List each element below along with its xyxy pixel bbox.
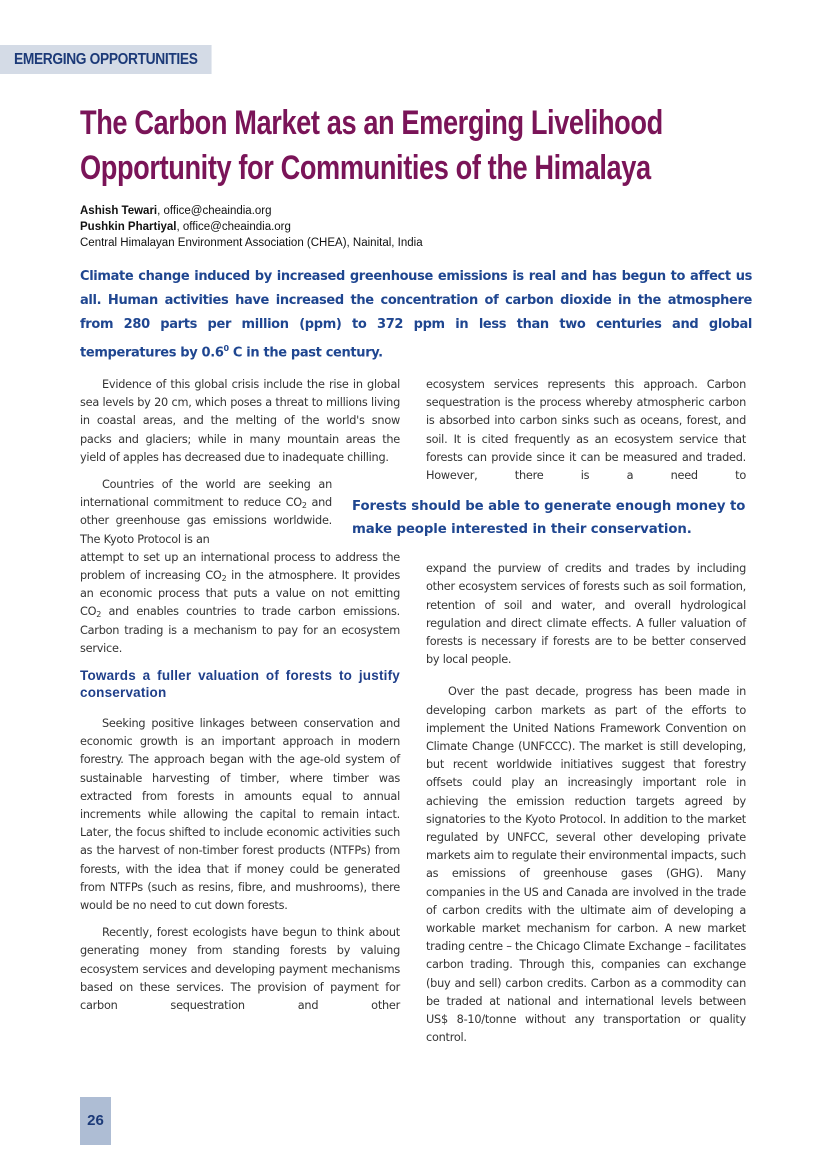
author-2 (80, 219, 423, 235)
body-paragraph: Over the past decade, progress has been made in developing carbon markets as part of the efforts to implement the United Nations Framework Convention on Climate Change (UNFCCC). The market is still developing, but recent worldwide initiatives suggest that forestry offsets could play an increasingly important role in achieving the emission reduction targets agreed by signatories to the Kyoto Protocol. In addition to the market regulated by UNFCC, several other developing private markets aim to regulate their environmental impacts, such as emissions of greenhouse gases (GHG). Many companies in the US and Canada are involved in the trade of carbon credits with the ultimate aim of developing a workable market mechanism for carbon. A new market trading centre – the Chicago Climate Exchange – facilitates carbon trading. Through this, companies can exchange (buy and sell) carbon credits. Carbon as a commodity can be traded at national and international levels between US$ 8-10/tonne without any transportation or quality control. (426, 685, 746, 1045)
article-title (80, 101, 663, 191)
body-paragraph: Evidence of this global crisis include the rise in global sea levels by 20 cm, which poses a threat to millions living in coastal areas, and the melting of the world's snow packs and glaciers; while in many mountain areas the yield of apples has decreased due to inadequate chilling. (80, 378, 400, 464)
body-paragraph: expand the purview of credits and trades by including other ecosystem services of forests such as soil formation, retention of soil and water, and overall hydrological regulation and direct climate effects. A fuller valuation of forests is necessary if forests are to be better conserved by local people. (426, 562, 746, 667)
section-tag: EMERGING OPPORTUNITIES (0, 45, 212, 74)
left-column (80, 376, 400, 1024)
right-column (426, 376, 746, 1057)
page-number: 26 (80, 1097, 111, 1145)
body-paragraph: Recently, forest ecologists have begun to think about generating money from standing forests by valuing ecosystem services and developing payment mechanisms based on these services. The provision of payment for carbon sequestration and other (80, 926, 400, 1013)
affiliation: Central Himalayan Environment Association (CHEA), Nainital, India (80, 237, 423, 249)
title-line-1: The Carbon Market as an Emerging Livelihood (80, 104, 663, 142)
author-1 (80, 203, 423, 219)
author-email: , office@cheaindia.org (176, 221, 291, 233)
pull-quote: Forests should be able to generate enough money to make people interested in their conservation. (352, 499, 746, 537)
author-email: , office@cheaindia.org (157, 205, 272, 217)
body-paragraph: Seeking positive linkages between conservation and economic growth is an important approach in modern forestry. The approach began with the age-old system of sustainable harvesting of timber, where timber was extracted from forests in amounts equal to annual increments while allowing the capital to remain intact. Later, the focus shifted to include economic activities such as the harvest of non-timber forest products (NTFPs) from forests, with the idea that if money could be generated from NTFPs (such as resins, fibre, and mushrooms), there would be no need to cut down forests. (80, 717, 400, 913)
body-paragraph: ecosystem services represents this approach. Carbon sequestration is the process whereby atmospheric carbon is absorbed into carbon sinks such as oceans, forest, and soil. It is cited frequently as an ecosystem service that forests can provide since it can be measured and traded. However, there is a need to (426, 378, 746, 483)
lead-paragraph: Climate change induced by increased greenhouse emissions is real and has begun to affect us all. Human activities have increased the concentration of carbon dioxide in the atmosphere from 280 parts per million (ppm) to 372 ppm in less than two centuries and global temperatures by $0.6^0$ C in the past century. (80, 269, 752, 361)
section-subheading: Towards a fuller valuation of forests to justify conservation (80, 668, 400, 701)
author-block (80, 203, 423, 251)
title-line-2: Opportunity for Communities of the Himalaya (80, 149, 651, 187)
body-paragraph: attempt to set up an international process to address the problem of increasing $CO_2$ in the atmosphere. It provides an economic process that puts a value on not emitting $CO_2$ and enables countries to trade carbon emissions. Carbon trading is a mechanism to pay for an ecosystem service. (80, 550, 400, 655)
author-name: Ashish Tewari (80, 205, 158, 217)
body-paragraph: Countries of the world are seeking an international commitment to reduce $CO_2$ and other greenhouse gas emissions worldwide. The Kyoto Protocol is an (80, 478, 332, 546)
author-name: Pushkin Phartiyal (80, 221, 177, 233)
